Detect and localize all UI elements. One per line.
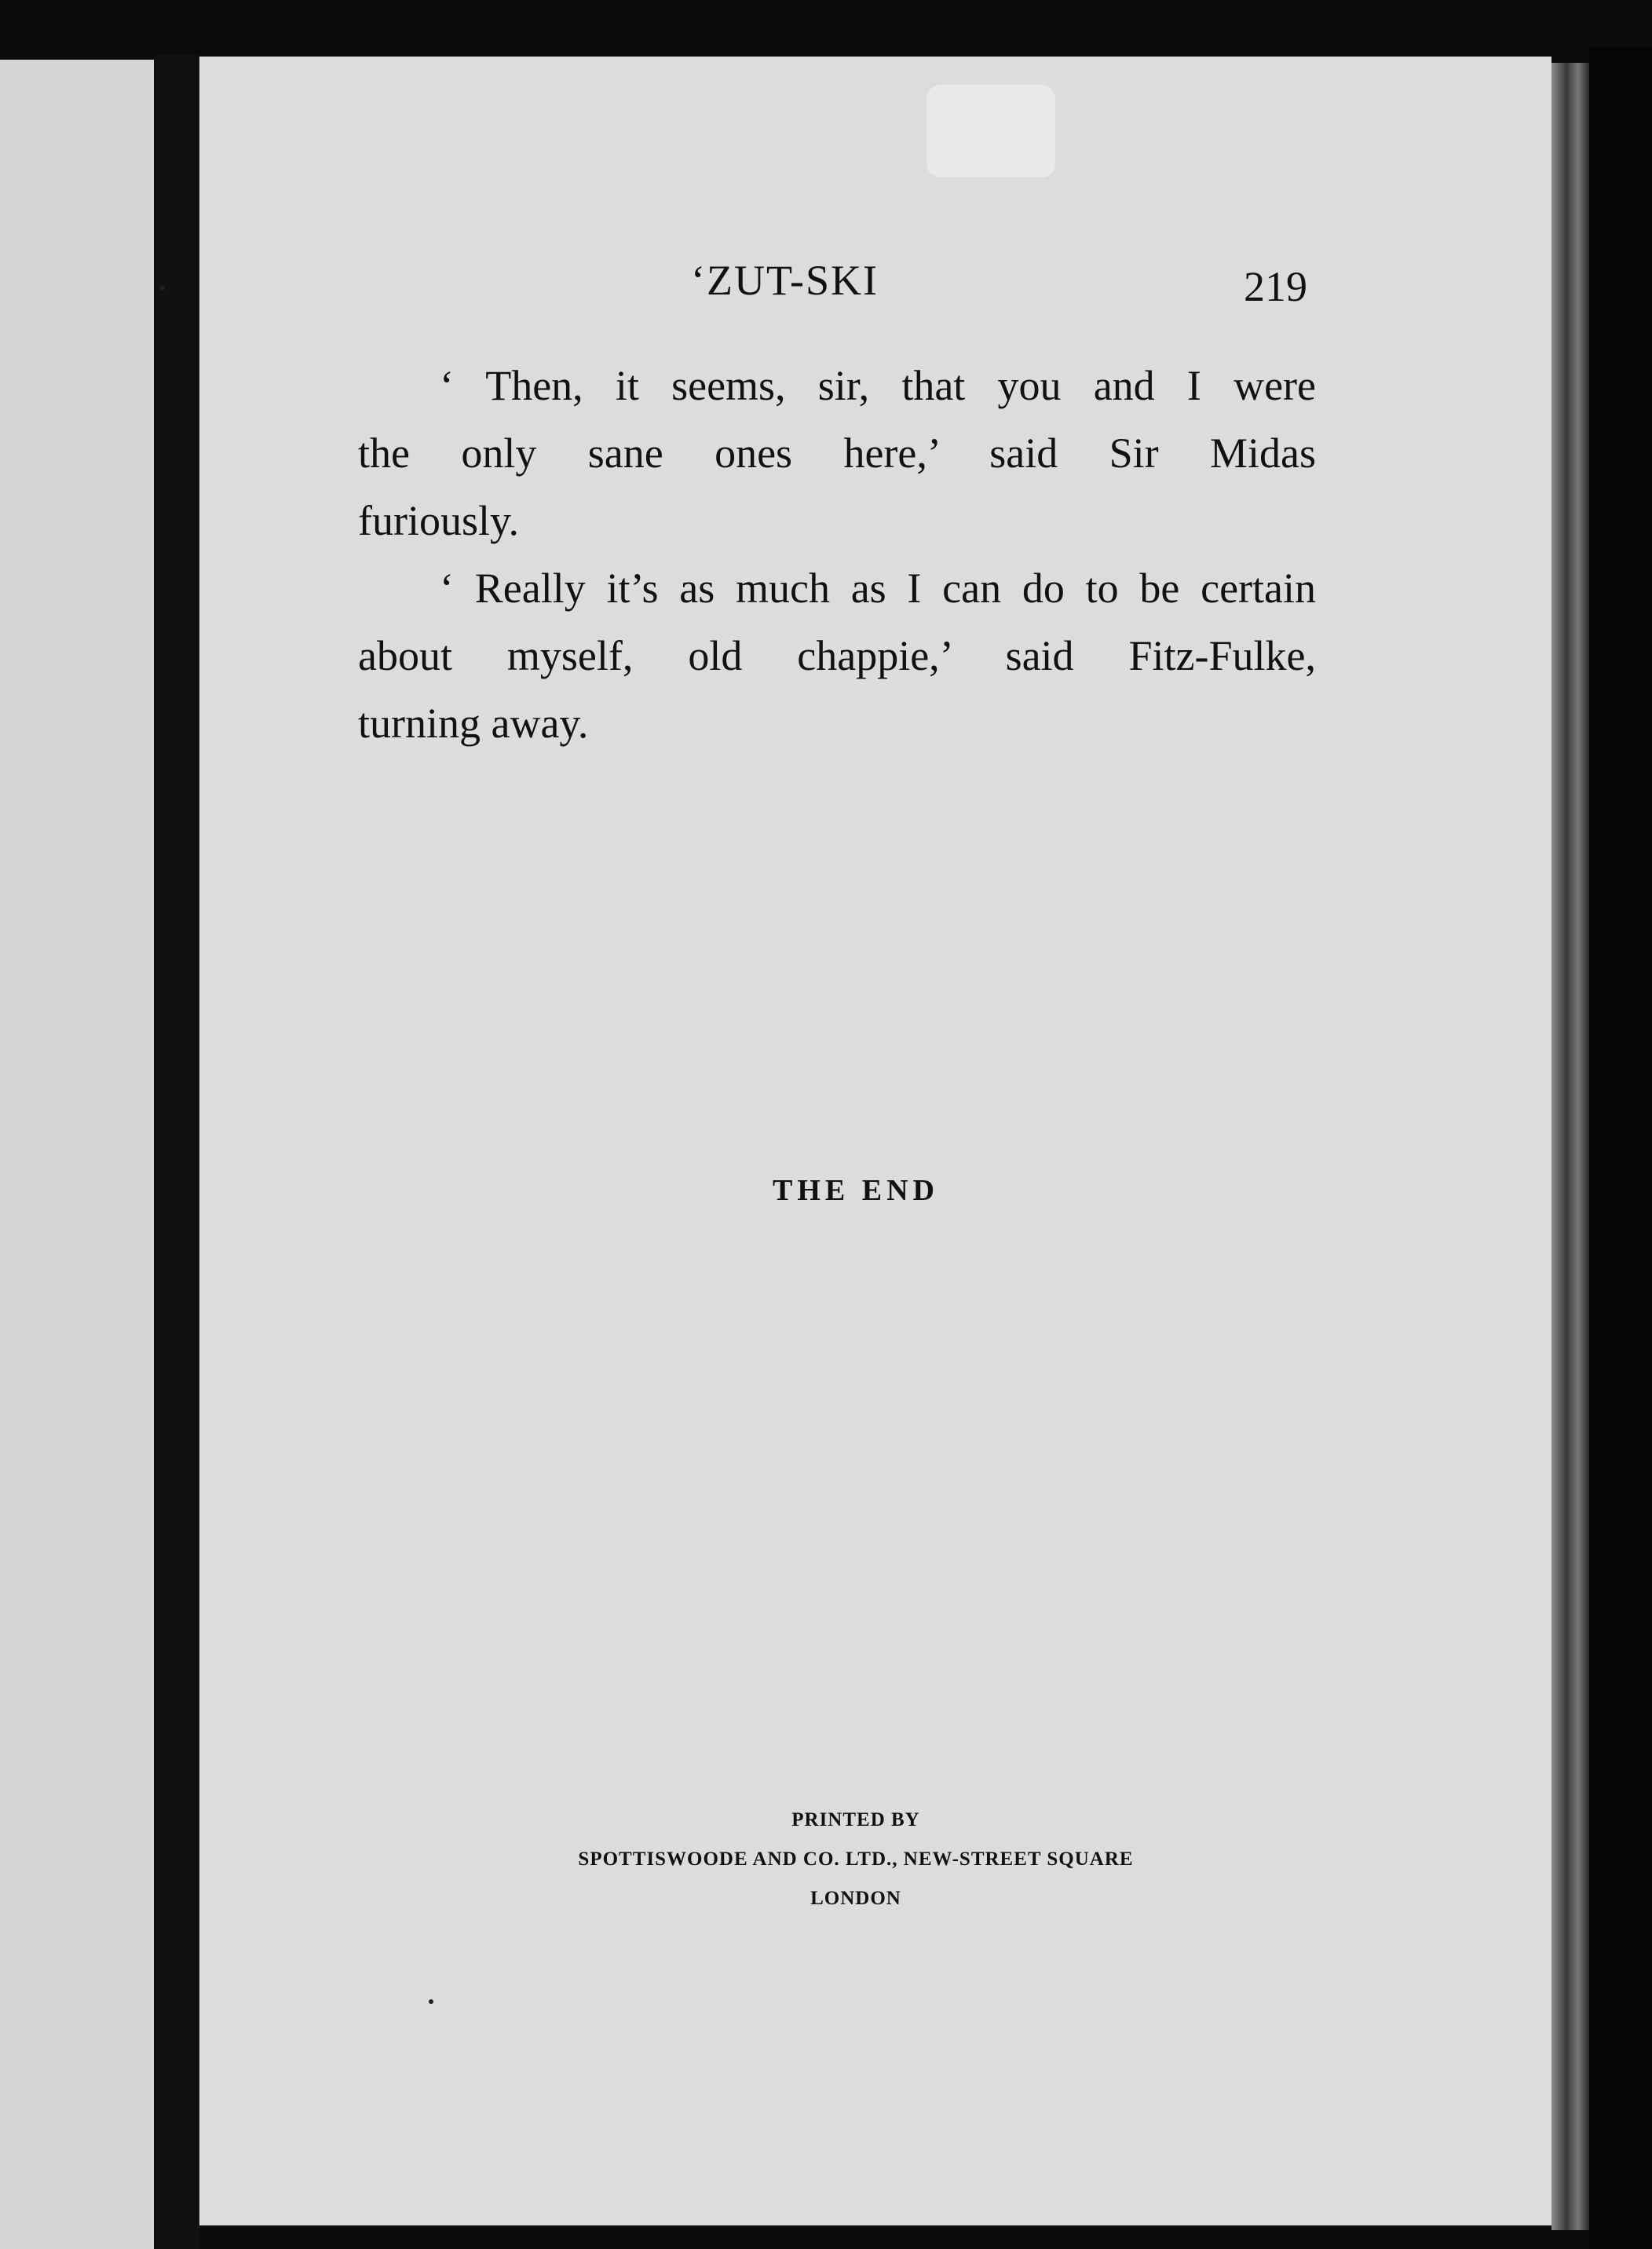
printer-imprint-line-3: LONDON bbox=[810, 1888, 901, 1909]
the-end-heading: THE END bbox=[773, 1174, 939, 1207]
scan-border bbox=[1589, 47, 1652, 2249]
book-gutter bbox=[154, 55, 199, 2249]
paragraph-2 bbox=[358, 554, 1316, 757]
text-line: furiously. bbox=[358, 497, 519, 544]
facing-page-edge bbox=[0, 60, 154, 2249]
text-line: ‘ Really it’s as much as I can do to be certain bbox=[440, 565, 1316, 612]
printer-imprint-line-2: SPOTTISWOODE AND CO. LTD., NEW-STREET SQUARE bbox=[578, 1849, 1134, 1870]
text-line: about myself, old chappie,’ said Fitz-Fulke, bbox=[358, 632, 1316, 679]
printer-imprint-line-1: PRINTED BY bbox=[791, 1809, 920, 1830]
paper-stain bbox=[927, 85, 1055, 177]
paragraph-1 bbox=[358, 352, 1316, 554]
speck bbox=[429, 1999, 433, 2004]
text-line: turning away. bbox=[358, 700, 589, 747]
page-number: 219 bbox=[1244, 263, 1307, 310]
speck bbox=[160, 286, 165, 291]
running-title: ‘ZUT-SKI bbox=[691, 257, 879, 304]
text-line: ‘ Then, it seems, sir, that you and I were bbox=[440, 362, 1316, 409]
text-line: the only sane ones here,’ said Sir Midas bbox=[358, 430, 1316, 477]
page-fore-edge bbox=[1551, 63, 1589, 2230]
